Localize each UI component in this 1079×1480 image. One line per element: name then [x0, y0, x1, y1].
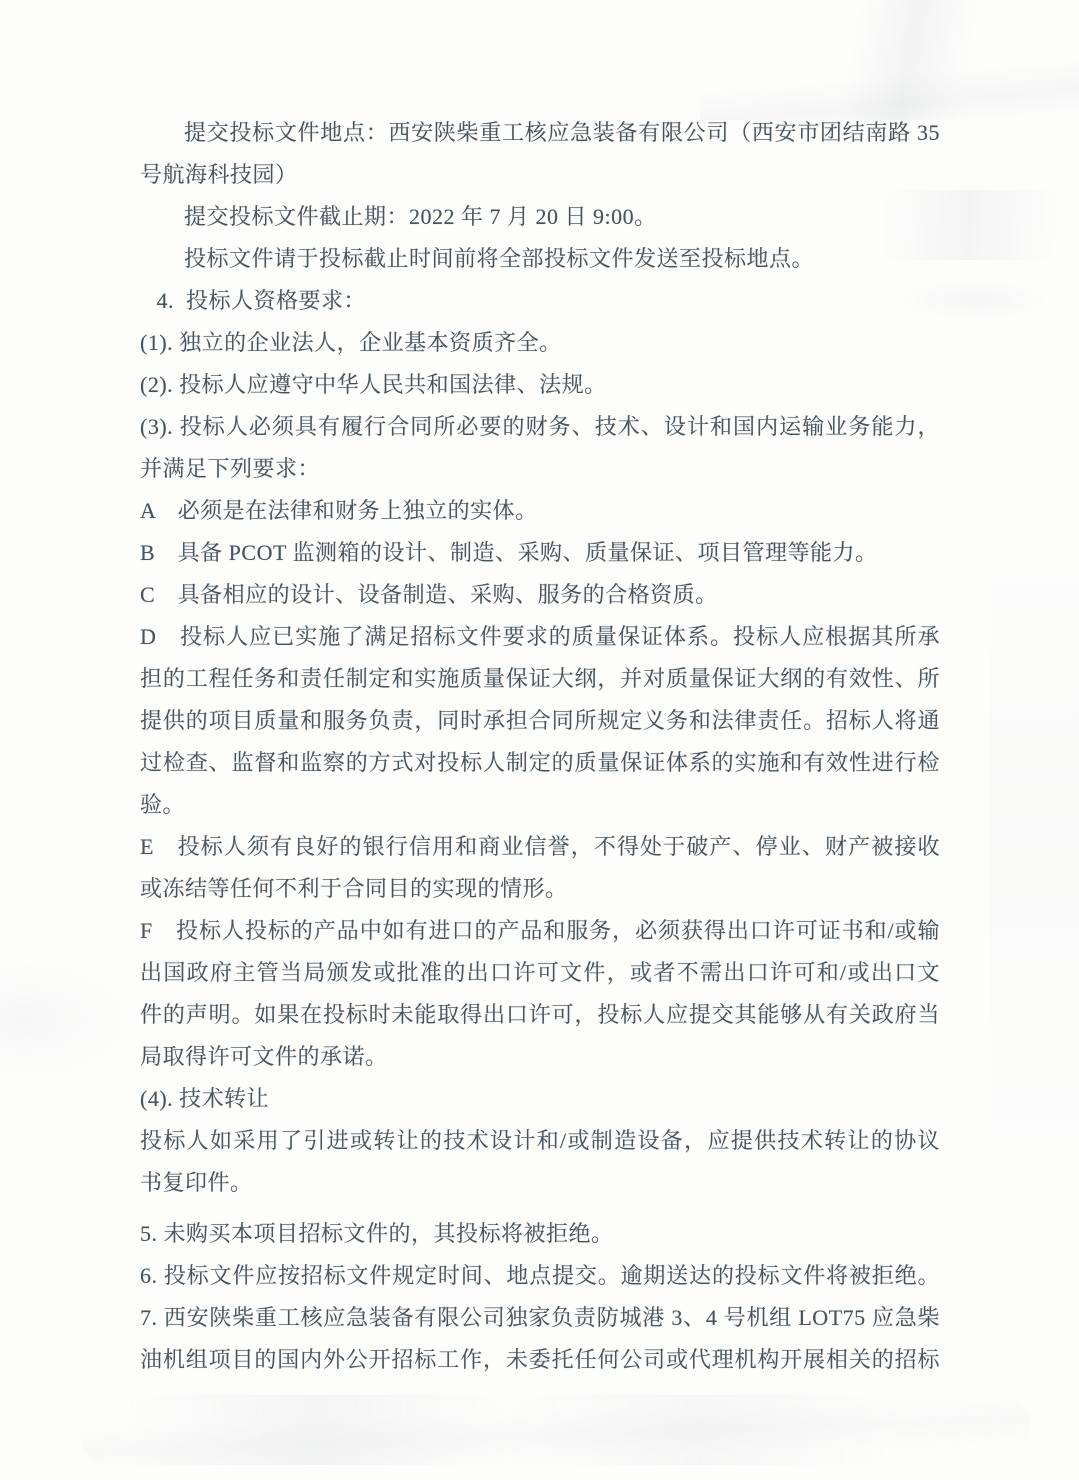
document-line: 验。	[140, 792, 186, 817]
document-line: 投标文件请于投标截止时间前将全部投标文件发送至投标地点。	[184, 246, 815, 271]
document-line: 局取得许可文件的承诺。	[140, 1044, 388, 1069]
document-line: C 具备相应的设计、设备制造、采购、服务的合格资质。	[140, 582, 718, 607]
document-line: 5. 未购买本项目招标文件的，其投标将被拒绝。	[140, 1221, 614, 1246]
document-line: 4. 投标人资格要求：	[156, 288, 367, 313]
scan-artifact	[990, 560, 1079, 1160]
document-line: F 投标人投标的产品中如有进口的产品和服务，必须获得出口许可证书和/或输	[140, 918, 940, 943]
document-line: D 投标人应已实施了满足招标文件要求的质量保证体系。投标人应根据其所承	[140, 624, 940, 649]
document-line: 提交投标文件地点：西安陕柴重工核应急装备有限公司（西安市团结南路 35	[184, 120, 940, 145]
scan-artifact	[80, 1395, 1030, 1465]
document-line: 出国政府主管当局颁发或批准的出口许可文件，或者不需出口许可和/或出口文	[140, 960, 940, 985]
document-line: 提交投标文件截止期：2022 年 7 月 20 日 9:00。	[184, 204, 657, 229]
scan-artifact	[0, 960, 130, 1080]
document-line: B 具备 PCOT 监测箱的设计、制造、采购、质量保证、项目管理等能力。	[140, 540, 878, 565]
document-line: A 必须是在法律和财务上独立的实体。	[140, 498, 538, 523]
document-line: 号航海科技园）	[140, 162, 298, 187]
document-line: (4). 技术转让	[140, 1086, 270, 1111]
scan-artifact	[700, 0, 1079, 120]
document-line: 书复印件。	[140, 1170, 253, 1195]
document-line: 或冻结等任何不利于合同目的实现的情形。	[140, 876, 568, 901]
document-line: (2). 投标人应遵守中华人民共和国法律、法规。	[140, 372, 607, 397]
document-line: 件的声明。如果在投标时未能取得出口许可，投标人应提交其能够从有关政府当	[140, 1002, 940, 1027]
document-line: 6. 投标文件应按招标文件规定时间、地点提交。逾期送达的投标文件将被拒绝。	[140, 1263, 940, 1288]
document-line: 提供的项目质量和服务负责，同时承担合同所规定义务和法律责任。招标人将通	[140, 708, 940, 733]
document-line: E 投标人须有良好的银行信用和商业信誉，不得处于破产、停业、财产被接收	[140, 834, 940, 859]
document-line: 投标人如采用了引进或转让的技术设计和/或制造设备，应提供技术转让的协议	[140, 1128, 940, 1153]
document-line: 并满足下列要求：	[140, 456, 321, 481]
document-line: (3). 投标人必须具有履行合同所必要的财务、技术、设计和国内运输业务能力，	[140, 414, 940, 439]
document-line: 过检查、监督和监察的方式对投标人制定的质量保证体系的实施和有效性进行检	[140, 750, 940, 775]
document-line: 油机组项目的国内外公开招标工作，未委托任何公司或代理机构开展相关的招标	[140, 1347, 940, 1372]
document-line: 担的工程任务和责任制定和实施质量保证大纲，并对质量保证大纲的有效性、所	[140, 666, 940, 691]
document-line: (1). 独立的企业法人，企业基本资质齐全。	[140, 330, 562, 355]
document-line: 7. 西安陕柴重工核应急装备有限公司独家负责防城港 3、4 号机组 LOT75 应急柴	[140, 1305, 940, 1330]
document-text-block	[140, 112, 940, 1381]
